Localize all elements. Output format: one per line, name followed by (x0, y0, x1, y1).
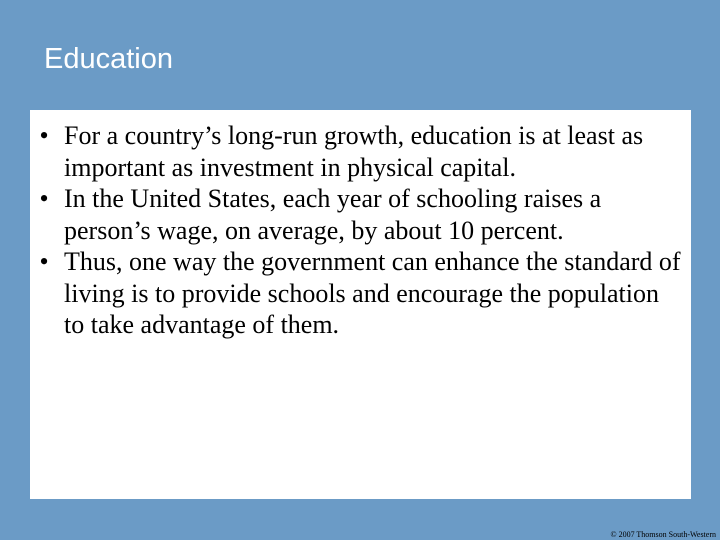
copyright-notice: © 2007 Thomson South-Western (610, 530, 716, 539)
bullet-text-2: In the United States, each year of schooling raises a person’s wage, on average, by about 10 percent. (64, 184, 602, 245)
bullet-text-3: Thus, one way the government can enhance the standard of living is to provide schools and encourage the population to take advantage of them. (64, 247, 681, 339)
bullet-item-1 (30, 120, 691, 183)
bullet-text-1: For a country’s long-run growth, education is at least as important as investment in physical capital. (64, 121, 644, 182)
bullet-icon: • (39, 184, 49, 213)
content-panel (30, 110, 691, 499)
bullet-list (30, 120, 691, 341)
bullet-item-3 (30, 246, 691, 341)
bullet-icon: • (39, 247, 49, 276)
bullet-item-2 (30, 183, 691, 246)
bullet-icon: • (39, 121, 49, 150)
slide-title: Education (44, 43, 173, 75)
